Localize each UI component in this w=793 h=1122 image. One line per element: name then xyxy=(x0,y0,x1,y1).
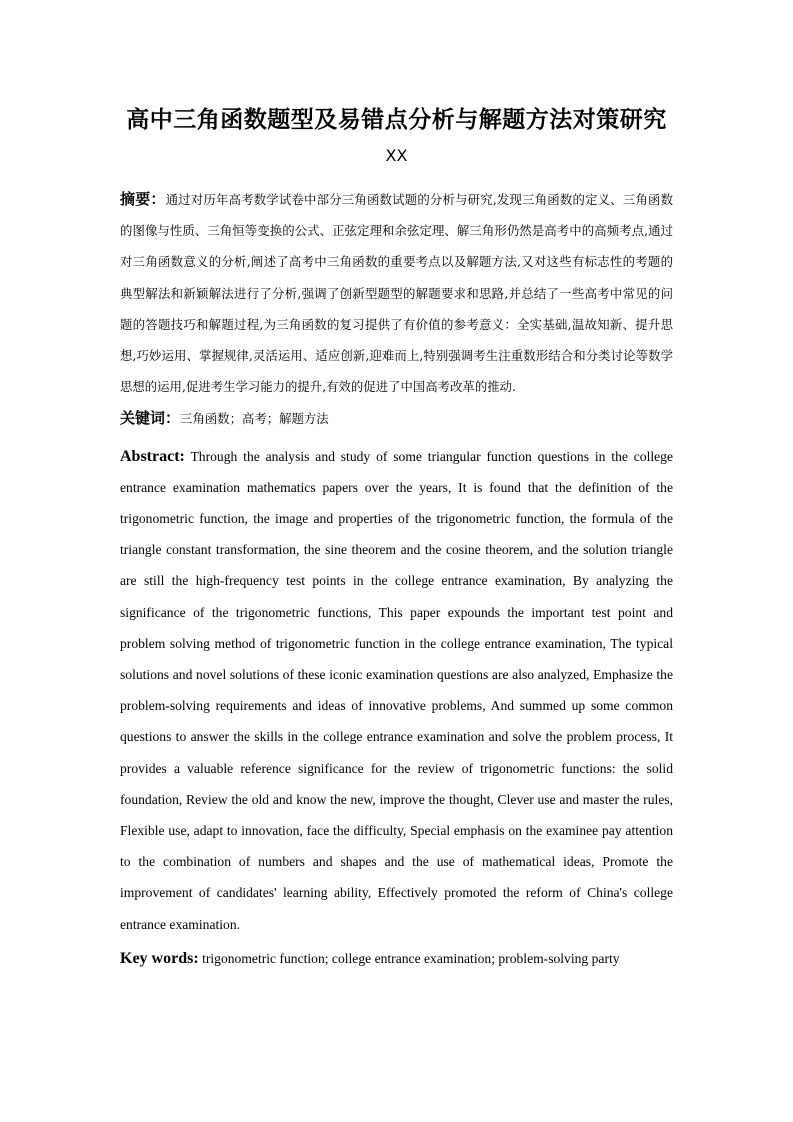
chinese-abstract-text: 通过对历年高考数学试卷中部分三角函数试题的分析与研究,发现三角函数的定义、三角函数的图像与性质、三角恒等变换的公式、正弦定理和余弦定理、解三角形仍然是高考中的高频考点,通过对三角函数意义的分析,阐述了高考中三角函数的重要考点以及解题方法,又对这些有标志性的考题的典型解法和新颖解法进行了分析,强调了创新型题型的解题要求和思路,并总结了一些高考中常见的问题的答题技巧和解题过程,为三角函数的复习提供了有价值的参考意义：全实基础,温故知新、提升思想,巧妙运用、掌握规律,灵活运用、适应创新,迎难而上,特别强调考生注重数形结合和分类讨论等数学思想的运用,促进考生学习能力的提升,有效的促进了中国高考改革的推动. xyxy=(120,192,673,395)
chinese-keywords-text: 三角函数；高考；解题方法 xyxy=(180,411,329,427)
chinese-keywords xyxy=(120,403,673,434)
english-abstract xyxy=(120,441,673,940)
english-keywords xyxy=(120,943,673,974)
chinese-keywords-label: 关键词： xyxy=(120,409,181,428)
english-abstract-text: Through the analysis and study of some triangular function questions in the college entrance examination mathematics papers over the years, It is found that the definition of the trigonometric function, the image and properties of the trigonometric function, the formula of the triangle constant transformation, the sine theorem and the cosine theorem, and the solution triangle are still the high-frequency test points in the college entrance examination, By analyzing the significance of the trigonometric functions, This paper expounds the important test point and problem solving method of trigonometric function in the college entrance examination, The typical solutions and novel solutions of these iconic examination questions are also analyzed, Emphasize the problem-solving requirements and ideas of innovative problems, And summed up some common questions to answer the skills in the college entrance examination and solve the problem process, It provides a valuable reference significance for the review of trigonometric functions: the solid foundation, Review the old and know the new, improve the thought, Clever use and master the rules, Flexible use, adapt to innovation, face the difficulty, Special emphasis on the examinee pay attention to the combination of numbers and shapes and the use of mathematical ideas, Promote the improvement of candidates' learning ability, Effectively promoted the reform of China's college entrance examination. xyxy=(120,448,674,932)
english-keywords-text: trigonometric function; college entrance examination; problem-solving party xyxy=(202,950,620,966)
paper-title: 高中三角函数题型及易错点分析与解题方法对策研究 xyxy=(126,107,667,133)
english-keywords-label: Key words: xyxy=(120,949,199,967)
author-name: XX xyxy=(385,146,408,165)
chinese-abstract-label: 摘要： xyxy=(120,190,166,208)
paper-page xyxy=(120,98,673,974)
english-abstract-label: Abstract: xyxy=(120,447,185,465)
chinese-abstract xyxy=(120,184,673,402)
